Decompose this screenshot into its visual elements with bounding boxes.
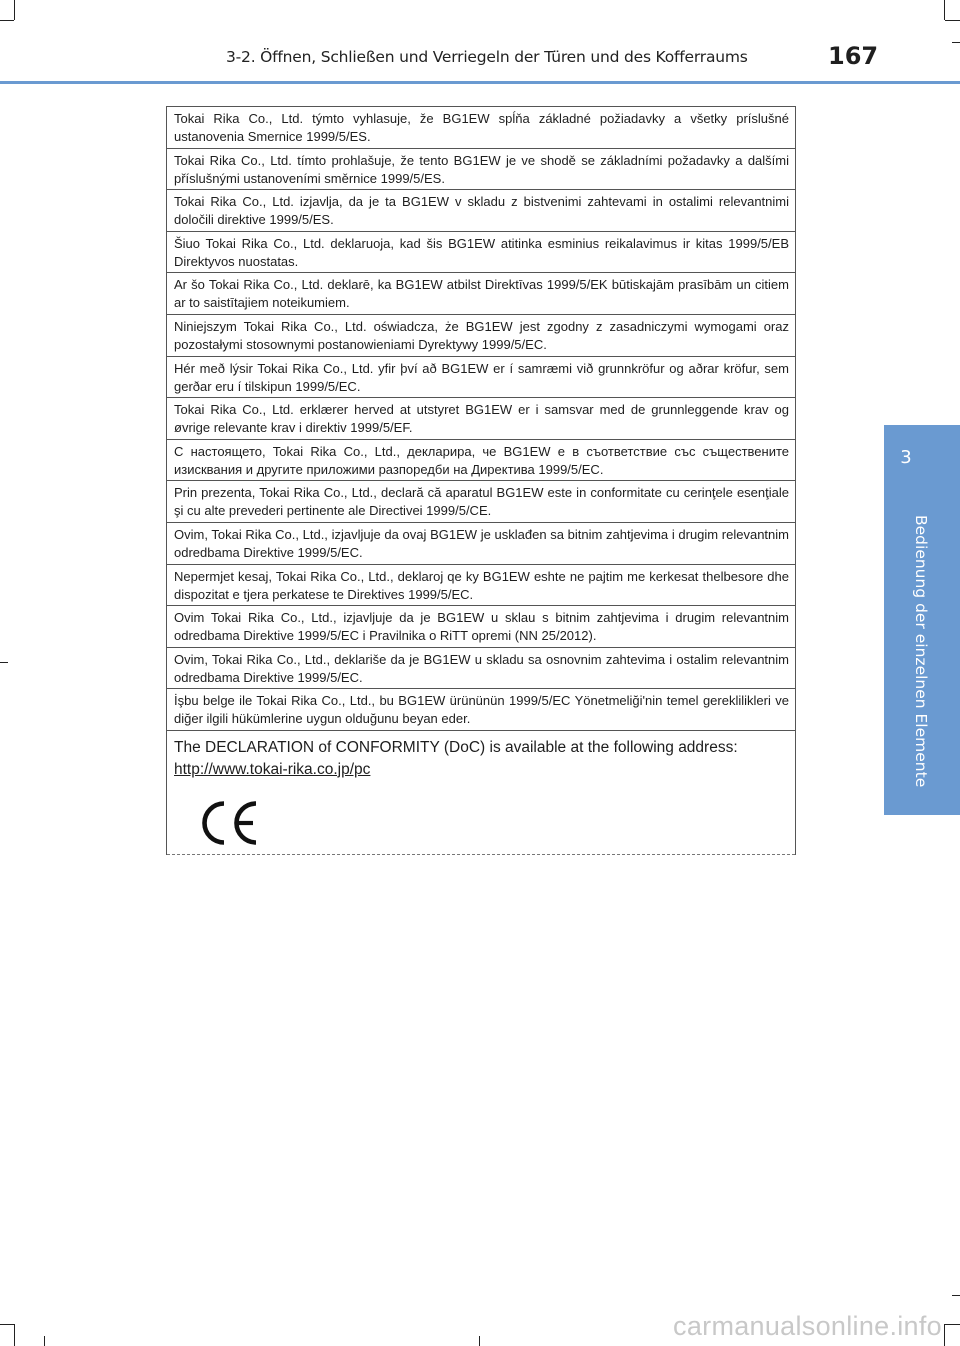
crop-mark [479, 1336, 480, 1346]
declaration-row-lv: Ar šo Tokai Rika Co., Ltd. deklarē, ka BG1EW atbilst Direktīvas 1999/5/EK būtiskajām prasībām un citiem ar to saistītajiem noteikumiem. [167, 272, 795, 314]
declaration-row-cz: Tokai Rika Co., Ltd. tímto prohlašuje, že tento BG1EW je ve shodě se základními požadavky a dalšími příslušnými ustanoveními směrnice 1999/5/ES. [167, 148, 795, 190]
crop-mark [944, 1324, 945, 1346]
crop-mark [14, 1324, 15, 1346]
crop-mark [952, 1295, 960, 1296]
crop-mark [44, 1336, 45, 1346]
doc-availability-text: The DECLARATION of CONFORMITY (DoC) is available at the following address: [174, 738, 738, 756]
declaration-row-tr: İşbu belge ile Tokai Rika Co., Ltd., bu BG1EW ürününün 1999/5/EC Yönetmeliği'nin temel gereklilikleri ve diğer ilgili hükümlerine uygun olduğunu beyan eder. [167, 688, 795, 730]
header-divider [0, 81, 960, 84]
declaration-row-ro: Prin prezenta, Tokai Rika Co., Ltd., declară că aparatul BG1EW este in conformitate cu cerinţele esenţiale şi cu alte prevederi pertinente ale Directivei 1999/5/CE. [167, 480, 795, 522]
chapter-number: 3 [900, 447, 912, 468]
declaration-row-sk: Tokai Rika Co., Ltd. týmto vyhlasuje, že BG1EW spĺňa základné požiadavky a všetky príslušné ustanovenia Smernice 1999/5/ES. [167, 106, 795, 148]
ce-mark-icon [197, 800, 263, 846]
crop-mark [952, 42, 960, 43]
declaration-row-ba: Ovim, Tokai Rika Co., Ltd., izjavljuje da ovaj BG1EW je usklađen sa bitnim zahtjevima i drugim relevantnim odredbama Direktive 1999/5/EC. [167, 522, 795, 564]
declaration-row-rs: Ovim, Tokai Rika Co., Ltd., deklariše da je BG1EW u skladu sa osnovnim zahtevima i ostalim relevantnim odredbama Direktive 1999/5/EC. [167, 647, 795, 689]
declaration-row-hr: Ovim Tokai Rika Co., Ltd., izjavljuje da je BG1EW u sklau s bitnim zahtjevima i drugim relevantnim odredbama Direktive 1999/5/EC i Pravilnika o RiTT opremi (NN 25/2012). [167, 605, 795, 647]
declaration-row-lt: Šiuo Tokai Rika Co., Ltd. deklaruoja, kad šis BG1EW atitinka esminius reikalavimus ir kitas 1999/5/EB Direktyvos nuostatas. [167, 231, 795, 273]
crop-mark [0, 662, 8, 663]
crop-mark [944, 0, 945, 20]
declaration-row-bg: С настоящето, Tokai Rika Co., Ltd., декларира, че BG1EW е в съответствие със съществените изисквания и другите приложими разпоредби на Директива 1999/5/EC. [167, 439, 795, 481]
page-number: 167 [828, 42, 879, 70]
watermark: carmanualsonline.info [673, 1311, 942, 1341]
declaration-row-si: Tokai Rika Co., Ltd. izjavlja, da je ta BG1EW v skladu z bistvenimi zahtevami in ostalimi relevantnimi določili direktive 1999/5/ES. [167, 189, 795, 231]
crop-mark [14, 0, 15, 20]
chapter-tab [884, 425, 960, 815]
page-title: 3-2. Öffnen, Schließen und Verriegeln der Türen und des Kofferraums [226, 48, 748, 66]
crop-mark [945, 20, 960, 21]
declaration-row-is: Hér með lýsir Tokai Rika Co., Ltd. yfir því að BG1EW er í samræmi við grunnkröfur og aðrar kröfur, sem gerðar eru í tilskipun 1999/5/EC. [167, 356, 795, 398]
crop-mark [0, 1324, 14, 1325]
crop-mark [945, 1324, 960, 1325]
chapter-label: Bedienung der einzelnen Elemente [912, 515, 930, 788]
declaration-row-al: Nepermjet kesaj, Tokai Rika Co., Ltd., deklaroj qe ky BG1EW eshte ne pajtim me kerkesat thelbesore dhe dispozitat e tjera perkatese te Direktives 1999/5/EC. [167, 564, 795, 606]
declaration-table [166, 106, 796, 855]
crop-mark [0, 20, 14, 21]
doc-info-block [167, 730, 795, 855]
declaration-row-pl: Niniejszym Tokai Rika Co., Ltd. oświadcza, że BG1EW jest zgodny z zasadniczymi wymogami oraz pozostałymi stosownymi postanowieniami Dyrektywy 1999/5/EC. [167, 314, 795, 356]
doc-url-link[interactable]: http://www.tokai-rika.co.jp/pc [174, 760, 371, 778]
declaration-row-no: Tokai Rika Co., Ltd. erklærer herved at utstyret BG1EW er i samsvar med de grunnleggende krav og øvrige relevante krav i direktiv 1999/5/EF. [167, 397, 795, 439]
